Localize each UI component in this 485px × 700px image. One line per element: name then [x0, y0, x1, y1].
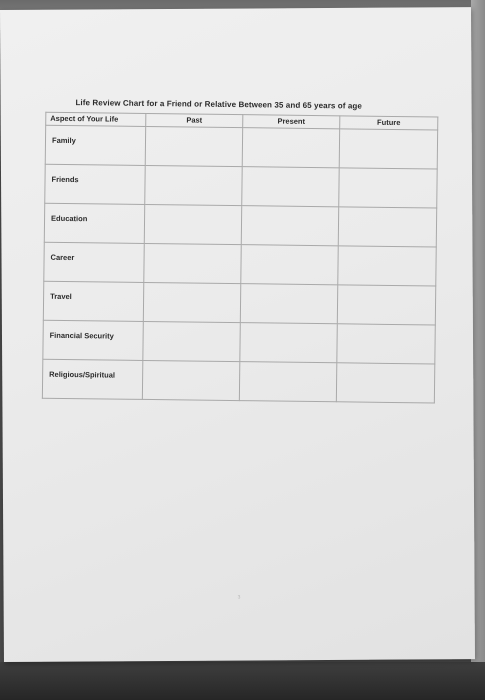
past-cell[interactable] — [145, 165, 242, 205]
future-cell[interactable] — [336, 363, 434, 403]
present-cell[interactable] — [241, 245, 338, 285]
future-cell[interactable] — [337, 285, 435, 325]
present-cell[interactable] — [239, 362, 336, 402]
future-cell[interactable] — [339, 168, 437, 208]
row-label-education: Education — [44, 203, 144, 243]
future-cell[interactable] — [338, 207, 436, 247]
row-label-career: Career — [44, 242, 144, 282]
past-cell[interactable] — [144, 243, 241, 283]
row-label-financial-security: Financial Security — [43, 320, 143, 360]
past-cell[interactable] — [144, 204, 241, 244]
past-cell[interactable] — [143, 321, 240, 361]
present-cell[interactable] — [242, 167, 339, 207]
present-cell[interactable] — [240, 323, 337, 363]
row-label-friends: Friends — [45, 164, 145, 204]
page-number: 3 — [237, 594, 241, 601]
past-cell[interactable] — [143, 282, 240, 322]
future-cell[interactable] — [337, 324, 435, 364]
table-row — [44, 203, 436, 247]
desk-background-bottom — [0, 662, 485, 700]
row-label-religious-spiritual: Religious/Spiritual — [42, 359, 142, 399]
present-cell[interactable] — [241, 206, 338, 246]
table-row — [43, 320, 435, 364]
column-header-present: Present — [243, 115, 340, 129]
column-header-future: Future — [340, 116, 438, 130]
table-row — [45, 164, 437, 208]
column-header-aspect: Aspect of Your Life — [46, 112, 146, 126]
future-cell[interactable] — [339, 129, 437, 169]
table-row — [42, 359, 434, 403]
present-cell[interactable] — [240, 284, 337, 324]
chart-title: Life Review Chart for a Friend or Relative Between 35 and 65 years of age — [75, 98, 363, 111]
worksheet — [42, 98, 438, 404]
table-row — [44, 242, 436, 286]
present-cell[interactable] — [242, 128, 339, 168]
column-header-past: Past — [146, 113, 243, 127]
past-cell[interactable] — [142, 360, 239, 400]
table-row — [45, 125, 437, 169]
row-label-travel: Travel — [43, 281, 143, 321]
life-review-table — [42, 112, 438, 404]
past-cell[interactable] — [145, 126, 242, 166]
paper-sheet — [0, 7, 475, 662]
row-label-family: Family — [45, 125, 145, 165]
table-row — [43, 281, 435, 325]
future-cell[interactable] — [338, 246, 436, 286]
